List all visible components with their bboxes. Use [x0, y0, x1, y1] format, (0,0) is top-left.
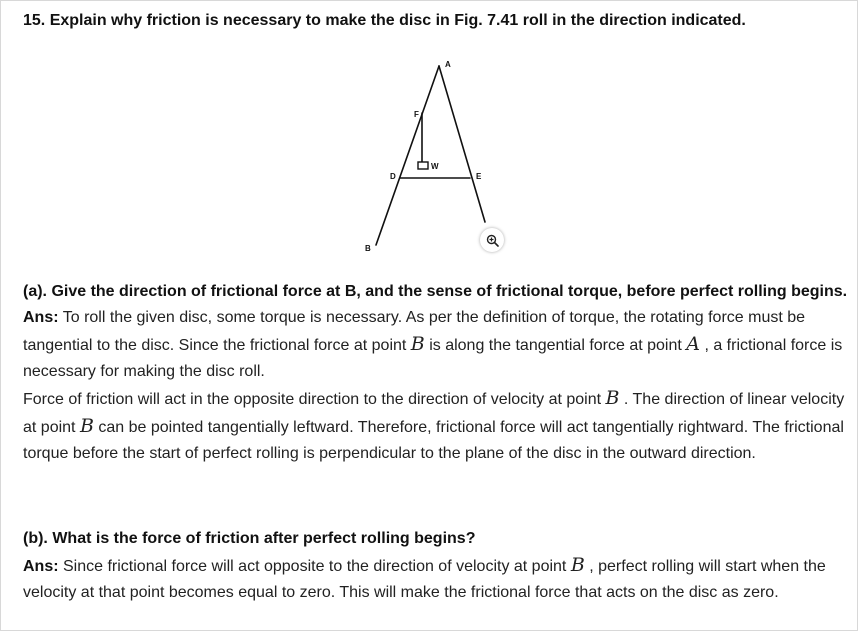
answer-label: Ans: [23, 309, 59, 326]
zoom-button[interactable] [480, 228, 504, 252]
label-b: B [365, 244, 371, 253]
label-e: E [476, 172, 482, 181]
part-b-heading: (b). What is the force of friction after perfect rolling begins? [23, 530, 476, 547]
weight-box [418, 162, 428, 169]
part-a-answer-1: Ans: To roll the given disc, some torque is necessary. As per the definition of torque, the rotating force must be tangential to the disc. Since the frictional force at point B is along the tangential force at point A , a frictional force is necessary for making the disc roll. [23, 309, 843, 380]
variable-b: B [79, 415, 94, 437]
variable-b: B [605, 387, 620, 409]
label-w: W [431, 162, 439, 171]
label-d: D [390, 172, 396, 181]
answer-label: Ans: [23, 558, 59, 575]
ladder-right-leg [439, 66, 485, 222]
variable-b: B [410, 333, 425, 355]
part-a-answer-2: Force of friction will act in the opposite direction to the direction of velocity at point B . The direction of linear velocity at point B can be pointed tangentially leftward. Therefore, frictional force will act tangentially rightward. The frictional torque before the start of perfect rolling is perpendicular to the plane of the disc in the outward direction. [23, 387, 845, 462]
ladder-left-leg [376, 66, 439, 245]
variable-b: B [570, 554, 585, 576]
label-a: A [445, 60, 451, 69]
variable-a: A [686, 333, 700, 355]
part-b-answer: Ans: Since frictional force will act opposite to the direction of velocity at point B , perfect rolling will start when the velocity at that point becomes equal to zero. This will make the frictional force that acts on the disc as zero. [23, 554, 826, 601]
part-a [23, 279, 853, 467]
zoom-in-icon [486, 234, 499, 247]
part-a-heading: (a). Give the direction of frictional force at B, and the sense of frictional torque, before perfect rolling begins. [23, 283, 848, 300]
question-title: 15. Explain why friction is necessary to make the disc in Fig. 7.41 roll in the direction indicated. [23, 12, 746, 29]
label-f: F [414, 110, 419, 119]
part-b [23, 526, 853, 606]
